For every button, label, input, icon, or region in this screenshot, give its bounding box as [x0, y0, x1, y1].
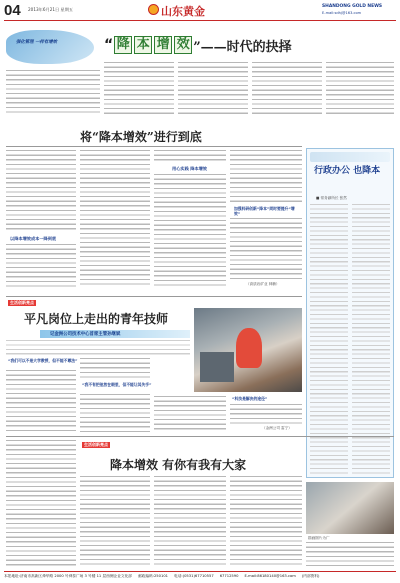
lead-body-col [6, 150, 76, 232]
footer-note: (内部资料) [301, 574, 320, 578]
footer-rule [4, 571, 396, 572]
feature-subtitle: 记金洲公司技术中心首席主管孙继斌 [50, 332, 121, 337]
sidebar-title: 行政办公 也降本 [314, 166, 381, 176]
footer-address: 本报地址:济南市高新区舜华路 2000 号舜泰广场 3 号楼 11 层西侧企业文化部 [4, 574, 132, 578]
feature-photo [194, 308, 302, 392]
lead-subheading: 加强科研创新“降本”同时要提升“增效” [234, 206, 295, 216]
lead-signature: （高质岩矿业 林楠） [246, 282, 280, 286]
logo: 山东黄金 [161, 5, 205, 18]
logo-en: SHANDONG GOLD NEWS [322, 4, 383, 9]
feature-byline: （金洲公司 雷宁） [262, 426, 292, 430]
bottom-left-col [6, 440, 76, 568]
footer-email: E-mail:86180140@163.com [244, 574, 296, 578]
feature-intro-text [6, 340, 190, 356]
masthead-rule [4, 20, 396, 21]
sidebar-header-icon [310, 152, 390, 162]
lead-body-col [6, 244, 76, 288]
feature-body-col [230, 404, 302, 424]
lead-body-col [230, 150, 302, 202]
feature-quote: “我们可以不是大学教授，但不能不尊法” [8, 358, 78, 363]
footer-phone: 电话:(0531)67710557 [174, 574, 214, 578]
sidebar-text-col [352, 204, 390, 474]
bottom-title: 降本增效 有你有我有大家 [110, 458, 247, 472]
issue-date: 2013年6月21日 星期五 [28, 7, 74, 12]
lead-title-box: 效 [174, 36, 192, 54]
lead-title-box: 本 [134, 36, 152, 54]
bottom-body-col [306, 542, 394, 568]
bottom-photo [306, 482, 394, 534]
bottom-column-tag: 生活创新亮点 [84, 442, 108, 447]
masthead-email: E-mail:sdhj@163.com [322, 11, 362, 15]
subtitle-divider [6, 146, 302, 147]
lead-text-col [252, 62, 322, 116]
feature-quote: “我不有把他放在眼里，但不能让其失手” [82, 382, 152, 387]
footer [4, 574, 396, 579]
masthead [0, 0, 400, 22]
feature-quote: “科技是解决的途径” [232, 396, 268, 401]
lead-subheading: 以降本增效成本一降到底 [10, 236, 57, 241]
lead-text-col [178, 62, 248, 116]
lead-body-col [154, 150, 226, 162]
lead-title-box: 降 [114, 36, 132, 54]
feature-divider [6, 296, 302, 297]
lead-text-col [104, 62, 174, 116]
feature-body-col [80, 394, 150, 432]
lead-text-col [326, 62, 394, 116]
lead-body-col [154, 174, 226, 288]
feature-title: 平凡岗位上走出的青年技师 [24, 312, 169, 326]
sidebar-text-col [310, 204, 348, 474]
lead-body-col [230, 218, 302, 280]
logo-mark-icon [148, 4, 159, 15]
footer-phone-2: 67712590 [219, 574, 239, 578]
lead-title-box: 增 [154, 36, 172, 54]
lead-banner-slogan: 强化管理 一样有增效 [16, 40, 58, 45]
lead-subheading: 用心实践 降本增效 [172, 166, 207, 171]
lead-banner [6, 30, 94, 64]
bottom-image-caption: 描画图片为广 [308, 536, 330, 540]
feature-body-col [80, 358, 150, 380]
photo-machine-icon [200, 352, 234, 382]
footer-postcode: 邮政编码:250101 [137, 574, 169, 578]
sidebar-caption: ■ 常务副所长 张然 [316, 196, 347, 200]
bottom-body-col [154, 476, 226, 568]
lead-title [104, 34, 292, 56]
lead-intro-text [6, 70, 100, 116]
lead-subtitle: 将“降本增效”进行到底 [80, 130, 202, 144]
lead-title-quote: “ [104, 37, 114, 53]
photo-person-icon [236, 328, 262, 368]
bottom-divider [6, 436, 394, 437]
page-number: 04 [4, 2, 21, 19]
feature-body-col [154, 396, 226, 432]
lead-body-col [80, 150, 150, 288]
lead-title-suffix: ”——时代的抉择 [193, 39, 292, 55]
feature-column-tag: 生活创新亮点 [10, 300, 34, 305]
feature-body-col [6, 370, 76, 432]
bottom-body-col [80, 476, 150, 568]
bottom-body-col [230, 476, 302, 568]
